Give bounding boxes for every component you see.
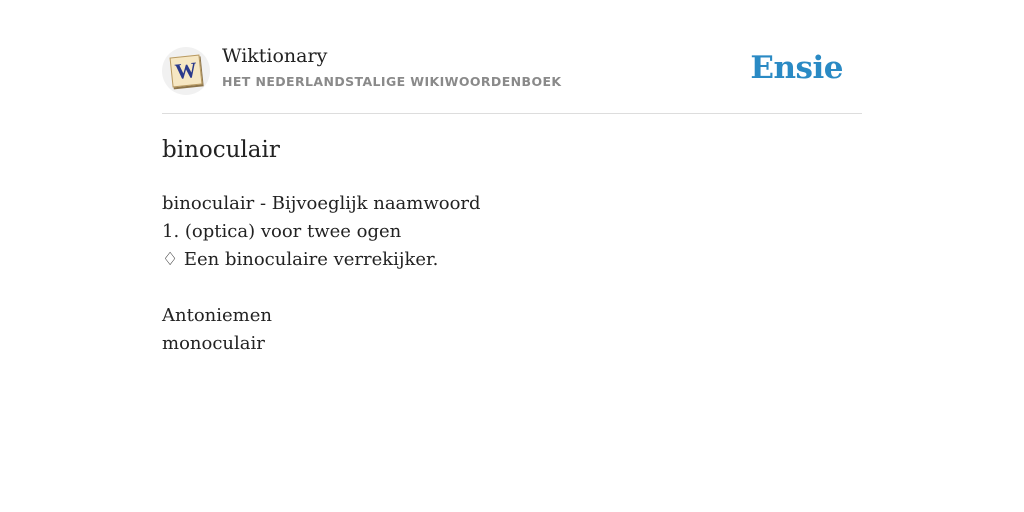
blank-line bbox=[162, 274, 481, 302]
page-title: binoculair bbox=[162, 137, 280, 163]
site-title[interactable]: Wiktionary bbox=[222, 45, 328, 67]
example-line: ♢ Een binoculaire verrekijker. bbox=[162, 249, 439, 270]
logo-tile: W bbox=[170, 55, 203, 88]
word-class-line: binoculair - Bijvoeglijk naamwoord bbox=[162, 193, 481, 214]
meaning-line: 1. (optica) voor twee ogen bbox=[162, 221, 402, 242]
wiktionary-logo-icon[interactable] bbox=[162, 47, 210, 95]
definition-body bbox=[162, 190, 481, 358]
ensie-brand-link[interactable]: Ensie bbox=[750, 50, 843, 86]
site-subtitle: HET NEDERLANDSTALIGE WIKIWOORDENBOEK bbox=[222, 74, 562, 89]
antonym-item: monoculair bbox=[162, 333, 265, 354]
page-container bbox=[162, 0, 862, 354]
antonyms-heading: Antoniemen bbox=[162, 305, 272, 326]
site-header bbox=[162, 0, 862, 114]
